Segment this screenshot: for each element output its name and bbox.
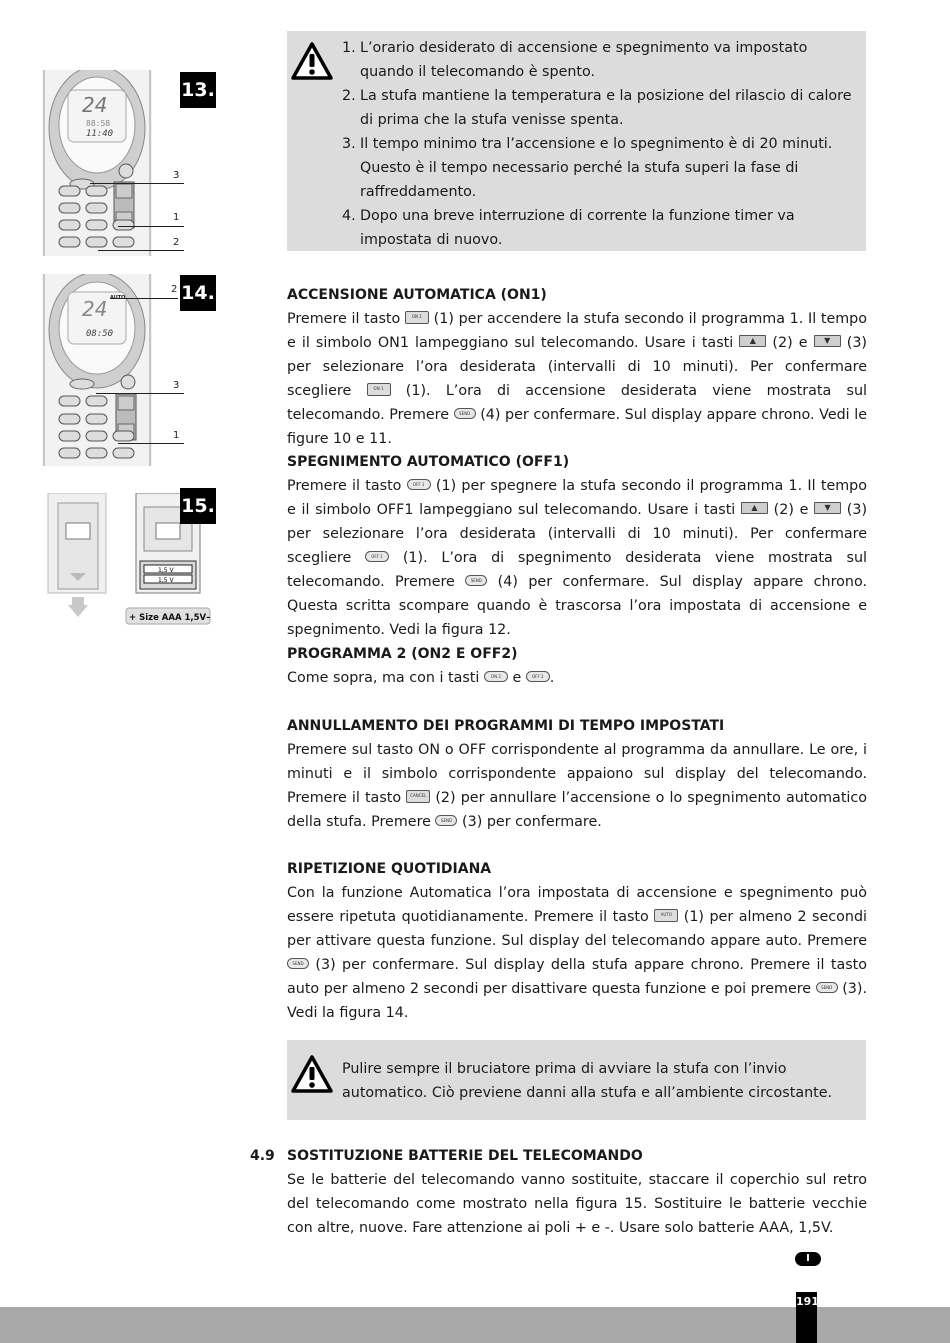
section-programma-2 <box>287 642 867 690</box>
warning-box-timer-notes <box>287 31 866 251</box>
on1-button-icon: ON 1 <box>367 383 391 396</box>
fig14-lead-2 <box>110 298 178 299</box>
off1-button-icon: OFF 1 <box>407 479 431 490</box>
section-annullamento <box>287 714 867 834</box>
up-arrow-button-icon: ▲ <box>741 502 768 514</box>
warning-box-burner <box>287 1040 866 1120</box>
svg-text:11:40: 11:40 <box>86 129 114 139</box>
fig14-lead-num-1: 1 <box>173 430 180 441</box>
cancel-button-icon: CANCEL <box>406 790 430 803</box>
fig14-lead-num-2: 2 <box>171 284 178 295</box>
warning-item: 2. La stufa mantiene la temperatura e la posizione del rilascio di calore di prima che la stufa venisse spenta. <box>342 88 852 128</box>
section-body: Se le batterie del telecomando vanno sostituite, staccare il coperchio sul retro del telecomando come mostrato nella figura 15. Sostituire le batterie vecchie con altre, nuove. Fare attenzione ai poli + e -. Usare solo batterie AAA, 1,5V. <box>287 1172 867 1236</box>
send-button-icon: SEND <box>454 408 476 419</box>
section-body: Premere il tasto ON 1 (1) per accendere la stufa secondo il programma 1. Il tempo e il simbolo ON1 lampeggiano sul telecomando. Usare i tasti ▲ (2) e ▼ (3) per selezionare l’ora desiderata (intervalli di 10 minuti). Per confermare scegliere ON 1 (1). L’ora di accensione desiderata viene mostrata sul telecomando. Premere SEND (4) per confermare. Sul display appare chrono. Vedi le figure 10 e 11. <box>287 311 868 447</box>
fig13-lead-1 <box>118 226 184 227</box>
warning-item: 1. L’orario desiderato di accensione e spegnimento va impostato quando il telecomando è spento. <box>342 40 808 80</box>
warning-triangle-icon <box>290 1054 334 1094</box>
fig14-lead-3 <box>96 393 184 394</box>
up-arrow-button-icon: ▲ <box>739 335 766 347</box>
section-accensione-automatica <box>287 283 867 451</box>
fig13-lead-num-1: 1 <box>173 212 180 223</box>
section-sostituzione-batterie <box>287 1144 867 1240</box>
remote-illustration-14 <box>42 274 152 466</box>
section-body: Con la funzione Automatica l’ora impostata di accensione e spegnimento può essere ripetuta quotidianamente. Premere il tasto AUTO (1) per almeno 2 secondi per attivare questa funzione. Sul display del telecomando appare auto. Premere SEND (3) per confermare. Sul display della stufa appare chrono. Premere il tasto auto per almeno 2 secondi per disattivare questa funzione e poi premere SEND (3). Vedi la figura 14. <box>287 885 868 1021</box>
fig14-lead-1 <box>118 443 184 444</box>
on2-button-icon: ON 2 <box>484 671 508 682</box>
figure-14-remote <box>42 274 152 466</box>
svg-text:1,5 V: 1,5 V <box>158 567 174 574</box>
language-badge: I <box>795 1252 821 1266</box>
section-ripetizione-quotidiana <box>287 857 867 1025</box>
fig13-lead-3 <box>90 183 184 184</box>
figure-13-remote <box>42 70 152 256</box>
section-body: Premere il tasto OFF 1 (1) per spegnere la stufa secondo il programma 1. Il tempo e il simbolo OFF1 lampeggiano sul telecomando. Usare i tasti ▲ (2) e ▼ (3) per selezionare l’ora desiderata (intervalli di 10 minuti). Per confermare scegliere OFF 1 (1). L’ora di spegnimento desiderata viene mostrata sul telecomando. Premere SEND (4) per confermare. Sul display appare chrono. Questa scritta scompare quando è trascorsa l’ora impostata di accensione e spegnimento. Vedi la figura 12. <box>287 478 868 638</box>
fig13-lead-num-2: 2 <box>173 237 180 248</box>
section-heading: SPEGNIMENTO AUTOMATICO (OFF1) <box>287 454 570 470</box>
section-number: 4.9 <box>250 1148 275 1164</box>
warning-item: 3. Il tempo minimo tra l’accensione e lo spegnimento è di 20 minuti. Questo è il tempo necessario perché la stufa superi la fase di raffreddamento. <box>342 136 833 200</box>
svg-text:1,5 V: 1,5 V <box>158 577 174 584</box>
send-button-icon: SEND <box>465 575 487 586</box>
on1-button-icon: ON 1 <box>405 311 429 324</box>
warning-item: 4. Dopo una breve interruzione di corrente la funzione timer va impostata di nuovo. <box>342 208 795 248</box>
down-arrow-button-icon: ▼ <box>814 502 841 514</box>
off1-button-icon: OFF 1 <box>365 551 389 562</box>
figure-15-label: 15. <box>180 488 216 524</box>
svg-text:24: 24 <box>82 93 108 117</box>
warning-triangle-icon <box>290 41 334 81</box>
section-heading: RIPETIZIONE QUOTIDIANA <box>287 861 492 877</box>
fig13-lead-num-3: 3 <box>173 170 180 181</box>
warning-list <box>342 36 858 252</box>
warning-text: Pulire sempre il bruciatore prima di avviare la stufa con l’invio automatico. Ciò previene danni alla stufa e all’ambiente circostante. <box>342 1061 833 1101</box>
down-arrow-button-icon: ▼ <box>814 335 841 347</box>
section-heading: PROGRAMMA 2 (ON2 E OFF2) <box>287 646 518 662</box>
section-heading: SOSTITUZIONE BATTERIE DEL TELECOMANDO <box>287 1148 643 1164</box>
send-button-icon: SEND <box>816 982 838 993</box>
send-button-icon: SEND <box>287 958 309 969</box>
off2-button-icon: OFF 2 <box>526 671 550 682</box>
section-heading: ANNULLAMENTO DEI PROGRAMMI DI TEMPO IMPOSTATI <box>287 718 725 734</box>
fig14-lead-num-3: 3 <box>173 380 180 391</box>
svg-text:24: 24 <box>82 297 108 321</box>
send-button-icon: SEND <box>435 815 457 826</box>
auto-button-icon: AUTO <box>654 909 678 922</box>
section-body: Come sopra, ma con i tasti ON 2 e OFF 2 . <box>287 670 555 686</box>
figure-13-label: 13. <box>180 72 216 108</box>
page-number: 191 <box>796 1292 817 1343</box>
section-body: Premere sul tasto ON o OFF corrispondente al programma da annullare. Le ore, i minuti e il simbolo corrispondente appaiono sul display del telecomando. Premere il tasto CANCEL (2) per annullare l’accensione o lo spegnimento automatico della stufa. Premere SEND (3) per confermare. <box>287 742 868 830</box>
section-heading: ACCENSIONE AUTOMATICA (ON1) <box>287 287 547 303</box>
fig13-lead-2 <box>98 250 184 251</box>
svg-text:08:50: 08:50 <box>86 329 114 339</box>
svg-text:+ Size AAA 1,5V–: + Size AAA 1,5V– <box>129 613 211 623</box>
svg-text:88:58: 88:58 <box>86 119 111 128</box>
remote-illustration-13 <box>42 70 152 256</box>
figure-14-label: 14. <box>180 275 216 311</box>
section-spegnimento-automatico <box>287 450 867 642</box>
